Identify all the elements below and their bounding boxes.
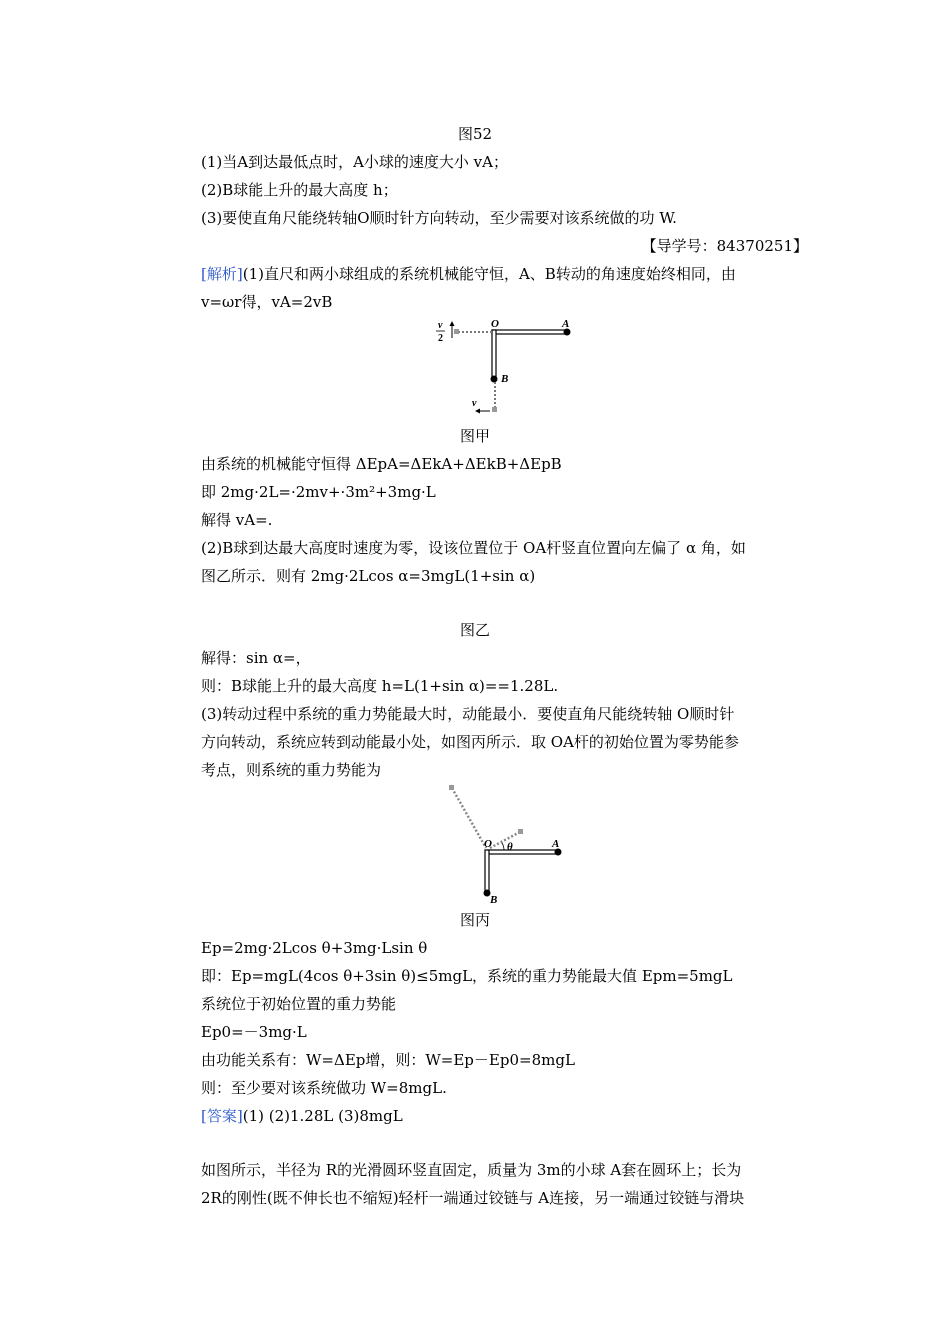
solve-line-5: 考点，则系统的重力势能为 <box>201 761 382 779</box>
ghost-rod-upper-left <box>452 788 486 848</box>
energy-line-4: (2)B球到达最大高度时速度为零，设该位置位于 OA杆竖直位置向左偏了 α 角，如 <box>201 539 746 557</box>
potential-line-2: 即：Ep=mgL(4cos θ+3sin θ)≤5mgL，系统的重力势能最大值 Epm=5mgL <box>201 967 733 985</box>
velocity-arrowhead <box>475 409 480 414</box>
guide-number: 【导学号：84370251】 <box>641 237 808 255</box>
label-v-half-den: 2 <box>438 333 443 344</box>
rod-oa <box>492 330 566 334</box>
label-o: O <box>484 838 492 850</box>
answer-line <box>201 1106 403 1126</box>
label-a: A <box>552 838 560 850</box>
ghost-ball-left <box>454 329 459 334</box>
energy-line-3: 解得 vA=. <box>201 511 273 529</box>
energy-line-1: 由系统的机械能守恒得 ΔEpA=ΔEkA+ΔEkB+ΔEpB <box>201 455 562 473</box>
analysis-tag: [解析] <box>201 265 243 283</box>
label-b: B <box>501 373 509 385</box>
potential-line-3: 系统位于初始位置的重力势能 <box>201 995 397 1013</box>
solve-line-1: 解得：sin α=， <box>201 649 311 667</box>
question-2: (2)B球能上升的最大高度 h； <box>201 181 398 199</box>
ghost-rod-upper-right <box>490 832 520 848</box>
figure-jia-caption: 图甲 <box>459 427 490 445</box>
answer-tag: [答案] <box>201 1107 243 1125</box>
next-problem-line-1: 如图所示，半径为 R的光滑圆环竖直固定，质量为 3m的小球 A套在圆环上；长为 <box>201 1161 742 1179</box>
solve-line-3: (3)转动过程中系统的重力势能最大时，动能最小．要使直角尺能绕转轴 O顺时针 <box>201 705 735 723</box>
rod-ob <box>492 330 496 378</box>
label-a: A <box>562 318 570 330</box>
potential-line-1: Ep=2mg·2Lcos θ+3mg·Lsin θ <box>201 939 428 957</box>
potential-line-4: Ep0=－3mg·L <box>201 1023 307 1041</box>
answer-text: (1) (2)1.28L (3)8mgL <box>242 1107 403 1125</box>
rod-ob <box>485 850 489 892</box>
ghost-ball-down <box>492 407 497 412</box>
analysis-line-2: v=ωr得，vA=2vB <box>201 293 333 311</box>
analysis-line-1 <box>201 264 736 284</box>
figure-52-caption: 图52 <box>457 125 493 143</box>
solve-line-2: 则：B球能上升的最大高度 h=L(1+sin α)==1.28L. <box>201 677 559 695</box>
potential-line-5: 由功能关系有：W=ΔEp增，则：W=Ep－Ep0=8mgL <box>201 1051 575 1069</box>
question-3: (3)要使直角尺能绕转轴O顺时针方向转动，至少需要对该系统做的功 W. <box>201 209 677 227</box>
label-b: B <box>490 894 498 906</box>
rod-oa <box>487 850 557 854</box>
angle-arc <box>502 843 504 850</box>
solve-line-4: 方向转动，系统应转到动能最小处，如图丙所示．取 OA杆的初始位置为零势能参 <box>201 733 739 751</box>
ghost-ball-upper-right <box>518 829 523 834</box>
figure-yi-caption: 图乙 <box>459 621 490 639</box>
next-problem-line-2: 2R的刚性(既不伸长也不缩短)轻杆一端通过铰链与 A连接，另一端通过铰链与滑块 <box>201 1189 745 1207</box>
label-v-half-num: v <box>438 320 443 331</box>
energy-line-2: 即 2mg·2L=·2mv+·3m²+3mg·L <box>201 483 436 501</box>
ghost-ball-upper-left <box>449 785 454 790</box>
label-v: v <box>472 398 477 409</box>
figure-jia-diagram <box>430 318 580 418</box>
question-1: (1)当A到达最低点时，A小球的速度大小 vA； <box>201 153 508 171</box>
energy-line-5: 图乙所示．则有 2mg·2Lcos α=3mgL(1+sin α) <box>201 567 536 585</box>
ball-b <box>491 376 498 383</box>
potential-line-6: 则：至少要对该系统做功 W=8mgL. <box>201 1079 447 1097</box>
label-o: O <box>491 318 499 330</box>
velocity-half-arrowhead <box>450 321 455 326</box>
figure-bing-caption: 图丙 <box>459 911 490 929</box>
figure-bing-diagram <box>440 784 570 906</box>
label-theta: θ <box>507 841 513 853</box>
analysis-text: (1)直尺和两小球组成的系统机械能守恒，A、B转动的角速度始终相同，由 <box>242 265 736 283</box>
